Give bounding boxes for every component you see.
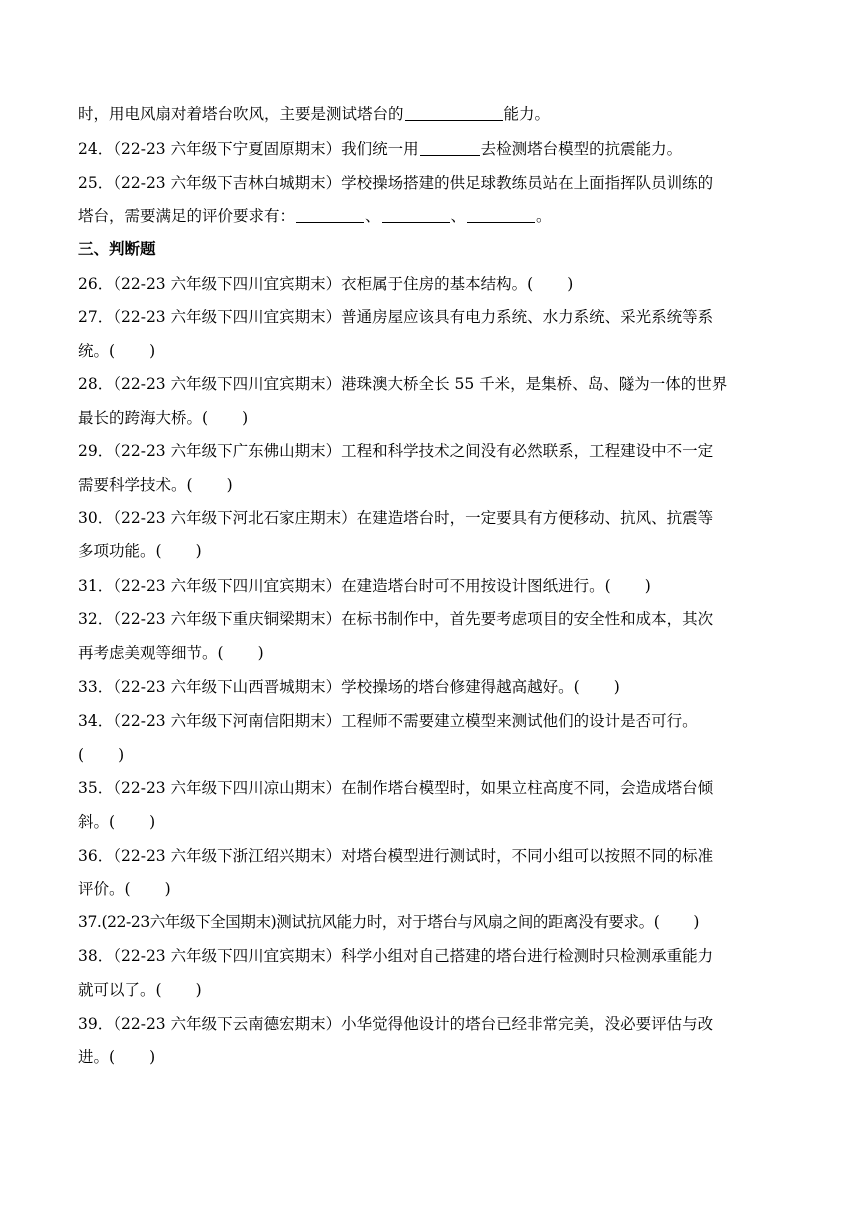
question-text: 科学小组对自己搭建的塔台进行检测时只检测承重能力 (341, 947, 714, 965)
question-24: 24．（22-23 六年级下宁夏固原期末）我们统一用 去检测塔台模型的抗震能力。 (78, 140, 683, 158)
question-text: 在建造塔台时，一定要具有方便移动、抗风、抗震等 (356, 509, 714, 527)
answer-parentheses[interactable]: ( ) (124, 880, 171, 898)
question-source: （22-23 六年级下云南德宏期末） (113, 1015, 342, 1033)
question-source: （22-23 六年级下浙江绍兴期末） (113, 847, 342, 865)
question-number: 29． (78, 442, 114, 460)
question-number: 32． (78, 610, 114, 628)
question-source: （22-23 六年级下重庆铜梁期末） (113, 610, 342, 628)
question-number: 38． (78, 947, 114, 965)
answer-parentheses[interactable]: ( ) (109, 1048, 156, 1066)
question-source: (22-23六年级下全国期末) (101, 913, 277, 931)
judgment-question (78, 576, 790, 596)
question-text: 衣柜属于住房的基本结构。 (341, 275, 528, 293)
judgment-question (78, 441, 790, 461)
judgment-question-line2 (78, 541, 790, 561)
judgment-question (78, 677, 790, 697)
question-text: 需要科学技术。 (78, 476, 187, 494)
judgment-question-line2 (78, 980, 790, 1000)
question-number: 33． (78, 678, 114, 696)
answer-blank (296, 207, 364, 223)
question-text: 在制作塔台模型时，如果立柱高度不同，会造成塔台倾 (341, 779, 714, 797)
judgment-question-line2 (78, 475, 790, 495)
question-number: 24． (78, 140, 114, 158)
question-text: 斜。 (78, 813, 110, 831)
judgment-question (78, 778, 790, 798)
answer-blank (420, 140, 480, 156)
answer-parentheses[interactable]: ( ) (109, 813, 156, 831)
answer-parentheses[interactable]: ( ) (155, 542, 202, 560)
question-text: 工程师不需要建立模型来测试他们的设计是否可行。 (341, 712, 698, 730)
question-25: 25．（22-23 六年级下吉林白城期末）学校操场搭建的供足球教练员站在上面指挥队员训练的 (78, 174, 714, 192)
judgment-question (78, 1014, 790, 1034)
answer-parentheses[interactable]: ( ) (604, 577, 651, 595)
judgment-question-line2 (78, 1047, 790, 1067)
question-source: （22-23 六年级下四川宜宾期末） (113, 947, 342, 965)
question-source: （22-23 六年级下四川宜宾期末） (113, 275, 342, 293)
question-source: （22-23 六年级下四川宜宾期末） (113, 577, 342, 595)
question-number: 39． (78, 1015, 114, 1033)
question-number: 27． (78, 308, 114, 326)
judgment-question-line2 (78, 745, 790, 765)
question-text: 小华觉得他设计的塔台已经非常完美，没必要评估与改 (341, 1015, 714, 1033)
answer-parentheses[interactable]: ( ) (653, 913, 700, 931)
judgment-question (78, 274, 790, 294)
question-text: 在建造塔台时可不用按设计图纸进行。 (341, 577, 605, 595)
answer-parentheses[interactable]: ( ) (217, 644, 264, 662)
question-text: 就可以了。 (78, 981, 156, 999)
question-25-line2: 塔台，需要满足的评价要求有： 、 、 。 (78, 207, 552, 225)
answer-parentheses[interactable]: ( ) (527, 275, 574, 293)
answer-blank (382, 207, 450, 223)
answer-blank (405, 105, 503, 121)
judgment-question (78, 846, 790, 866)
question-text: 工程和科学技术之间没有必然联系，工程建设中不一定 (341, 442, 714, 460)
answer-parentheses[interactable]: ( ) (186, 476, 233, 494)
question-source: （22-23 六年级下广东佛山期末） (113, 442, 342, 460)
question-source: （22-23 六年级下河南信阳期末） (113, 712, 342, 730)
question-number: 35． (78, 779, 114, 797)
question-source: （22-23 六年级下宁夏固原期末） (113, 140, 342, 158)
answer-parentheses[interactable]: ( ) (573, 678, 620, 696)
judgment-question (78, 508, 790, 528)
question-text: 港珠澳大桥全长 55 千米，是集桥、岛、隧为一体的世界 (341, 375, 728, 393)
question-number: 26． (78, 275, 114, 293)
question-text: 学校操场的塔台修建得越高越好。 (341, 678, 574, 696)
question-source: （22-23 六年级下吉林白城期末） (113, 174, 342, 192)
question-number: 28． (78, 375, 114, 393)
question-text: 评价。 (78, 880, 125, 898)
answer-parentheses[interactable]: ( ) (155, 981, 202, 999)
question-source: （22-23 六年级下山西晋城期末） (113, 678, 342, 696)
judgment-question-line2 (78, 643, 790, 663)
question-number: 31． (78, 577, 114, 595)
question-number: 34． (78, 712, 114, 730)
question-text: 最长的跨海大桥。 (78, 409, 203, 427)
question-text: 对塔台模型进行测试时，不同小组可以按照不同的标准 (341, 847, 714, 865)
question-text: 多项功能。 (78, 542, 156, 560)
judgment-question (78, 946, 790, 966)
question-number: 25． (78, 174, 114, 192)
judgment-question (78, 374, 790, 394)
question-number: 37. (78, 913, 102, 931)
question-text: 进。 (78, 1048, 110, 1066)
judgment-question (78, 307, 790, 327)
judgment-question (78, 609, 790, 629)
judgment-question (78, 912, 790, 932)
question-text: 测试抗风能力时，对于塔台与风扇之间的距离没有要求。 (276, 913, 654, 931)
judgment-question-line2 (78, 812, 790, 832)
question-text: 统。 (78, 342, 110, 360)
answer-parentheses[interactable]: ( ) (202, 409, 249, 427)
question-number: 30． (78, 509, 114, 527)
judgment-question (78, 711, 790, 731)
answer-parentheses[interactable]: ( ) (78, 746, 125, 764)
question-source: （22-23 六年级下河北石家庄期末） (113, 509, 357, 527)
question-23-continued: 时，用电风扇对着塔台吹风，主要是测试塔台的 能力。 (78, 105, 551, 123)
answer-blank (467, 207, 535, 223)
question-text: 普通房屋应该具有电力系统、水力系统、采光系统等系 (341, 308, 714, 326)
question-text: 在标书制作中，首先要考虑项目的安全性和成本，其次 (341, 610, 714, 628)
question-source: （22-23 六年级下四川宜宾期末） (113, 375, 342, 393)
section-title: 三、判断题 (78, 240, 156, 258)
question-text: 再考虑美观等细节。 (78, 644, 218, 662)
judgment-question-line2 (78, 879, 790, 899)
question-number: 36． (78, 847, 114, 865)
judgment-question-line2 (78, 408, 790, 428)
judgment-question-line2 (78, 341, 790, 361)
answer-parentheses[interactable]: ( ) (109, 342, 156, 360)
question-source: （22-23 六年级下四川宜宾期末） (113, 308, 342, 326)
question-source: （22-23 六年级下四川凉山期末） (113, 779, 342, 797)
